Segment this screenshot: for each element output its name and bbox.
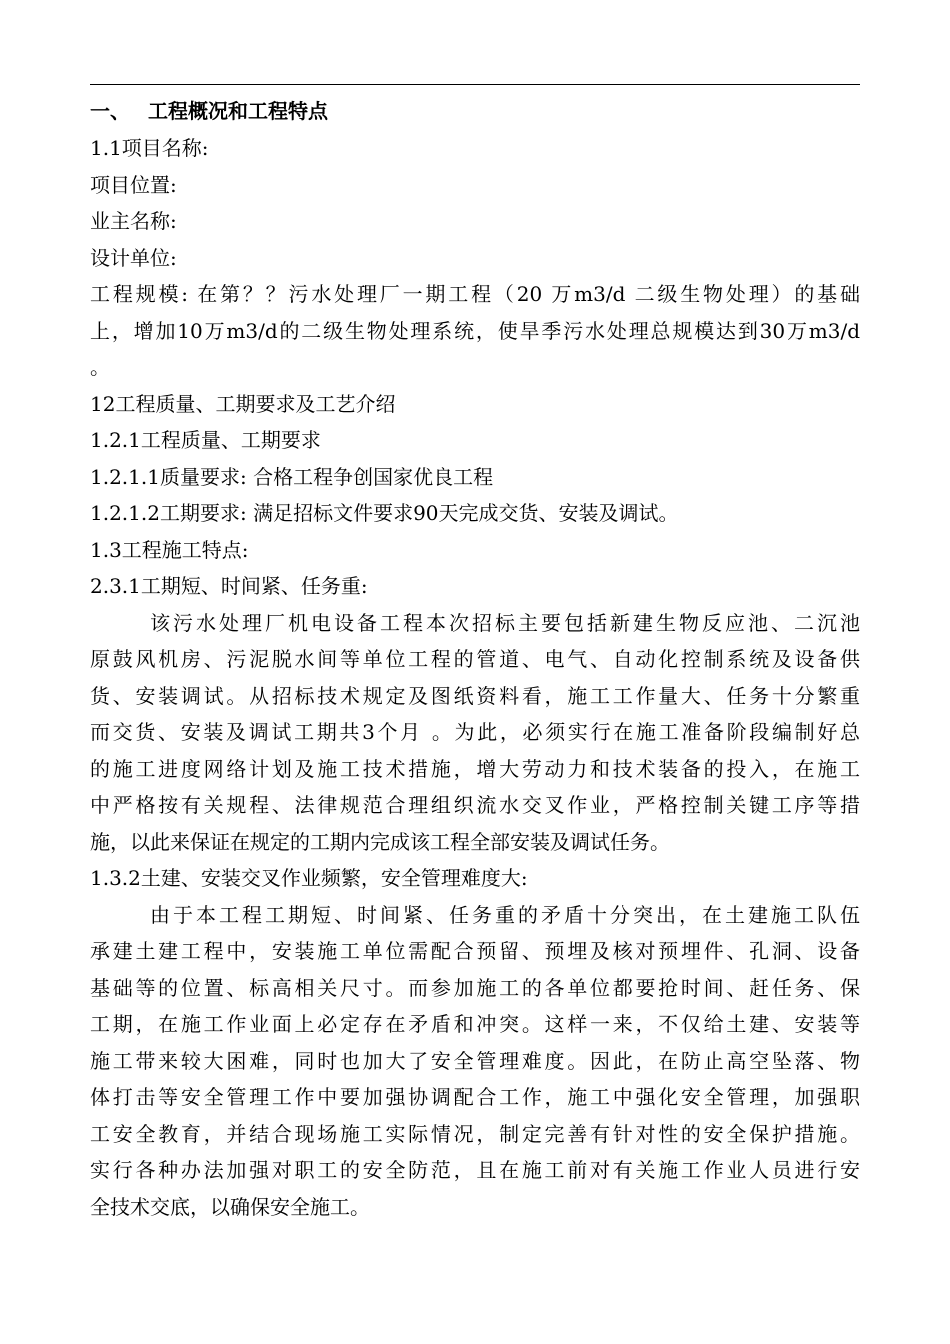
paragraph-2-line-5: 施工带来较大困难，同时也加大了安全管理难度。因此，在防止高空坠落、物	[90, 1048, 860, 1073]
section-title: 工程概况和工程特点	[148, 99, 328, 123]
paragraph-1-line-4: 而交货、安装及调试工期共3个月 。为此，必须实行在施工准备阶段编制好总	[90, 720, 860, 744]
project-name-line: 1.1项目名称:	[90, 136, 209, 160]
project-scale-line-1: 工程规模: 在第？？污水处理厂一期工程（20 万m3/d 二级生物处理）的基础	[90, 282, 860, 306]
project-location-line: 项目位置:	[90, 172, 177, 197]
paragraph-2-line-9: 全技术交底，以确保安全施工。	[90, 1194, 370, 1219]
paragraph-2-line-2: 承建土建工程中，安装施工单位需配合预留、预埋及核对预埋件、孔洞、设备	[90, 939, 860, 963]
document-body	[90, 92, 860, 1225]
paragraph-1-line-6: 中严格按有关规程、法律规范合理组织流水交叉作业，严格控制关键工序等措	[90, 793, 860, 817]
paragraph-1-line-5: 的施工进度网络计划及施工技术措施，增大劳动力和技术装备的投入，在施工	[90, 756, 860, 781]
quality-requirement-line: 1.2.1.1质量要求: 合格工程争创国家优良工程	[90, 464, 494, 489]
quality-schedule-subheading: 1.2.1工程质量、工期要求	[90, 428, 321, 452]
paragraph-1-line-2: 原鼓风机房、污泥脱水间等单位工程的管道、电气、自动化控制系统及设备供	[90, 647, 860, 671]
paragraph-1-line-3: 货、安装调试。从招标技术规定及图纸资料看，施工工作量大、任务十分繁重	[90, 683, 860, 708]
project-scale-line-3: 。	[90, 355, 110, 379]
cross-work-heading: 1.3.2土建、安装交叉作业频繁，安全管理难度大:	[90, 866, 528, 890]
paragraph-2-line-1: 由于本工程工期短、时间紧、任务重的矛盾十分突出，在土建施工队伍	[150, 902, 860, 927]
paragraph-2-line-3: 基础等的位置、标高相关尺寸。而参加施工的各单位都要抢时间、赶任务、保	[90, 975, 860, 1000]
short-schedule-heading: 2.3.1工期短、时间紧、任务重:	[90, 574, 368, 598]
owner-name-line: 业主名称:	[90, 209, 177, 233]
paragraph-2-line-8: 实行各种办法加强对职工的安全防范，且在施工前对有关施工作业人员进行安	[90, 1158, 860, 1182]
project-scale-line-2: 上，增加10万m3/d的二级生物处理系统，使旱季污水处理总规模达到30万m3/d	[90, 318, 860, 343]
quality-schedule-heading: 12工程质量、工期要求及工艺介绍	[90, 391, 396, 416]
paragraph-1-line-7: 施，以此来保证在规定的工期内完成该工程全部安装及调试任务。	[90, 829, 670, 854]
design-unit-line: 设计单位:	[90, 245, 177, 270]
paragraph-2-line-6: 体打击等安全管理工作中要加强协调配合工作，施工中强化安全管理，加强职	[90, 1085, 860, 1109]
schedule-requirement-line: 1.2.1.2工期要求: 满足招标文件要求90天完成交货、安装及调试。	[90, 501, 679, 525]
construction-features-heading: 1.3工程施工特点:	[90, 537, 249, 562]
paragraph-1-line-1: 该污水处理厂机电设备工程本次招标主要包括新建生物反应池、二沉池	[150, 610, 860, 635]
section-number: 一、	[90, 99, 130, 123]
paragraph-2-line-4: 工期，在施工作业面上必定存在矛盾和冲突。这样一来，不仅给土建、安装等	[90, 1012, 860, 1036]
section-heading	[90, 92, 860, 130]
header-rule	[90, 84, 860, 85]
paragraph-2-line-7: 工安全教育，并结合现场施工实际情况，制定完善有针对性的安全保护措施。	[90, 1121, 860, 1146]
